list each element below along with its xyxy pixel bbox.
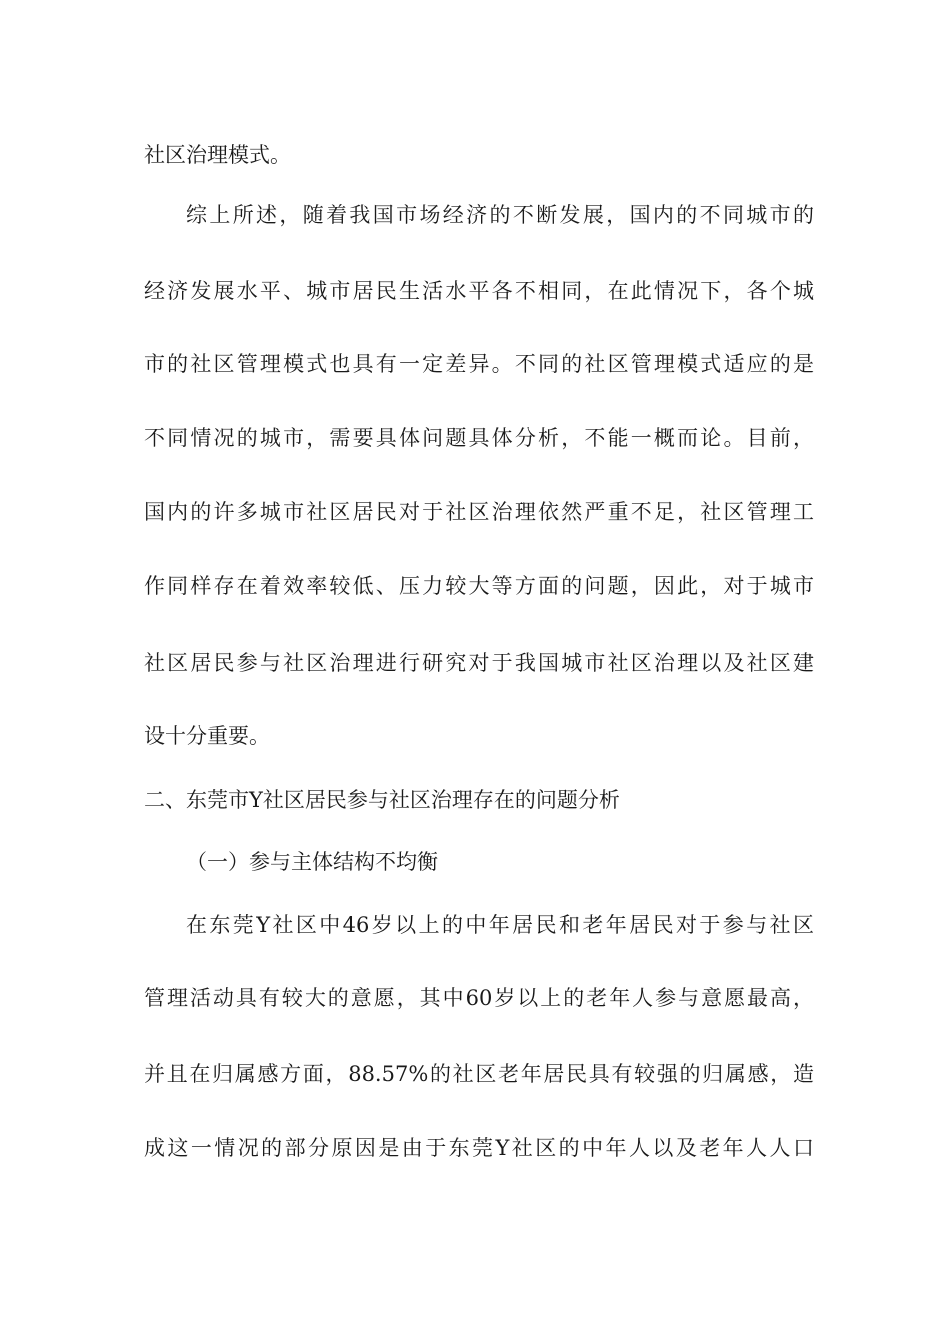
paragraph-line: 不同情况的城市，需要具体问题具体分析，不能一概而论。目前，: [144, 426, 814, 450]
subsection-heading: （一）参与主体结构不均衡: [186, 850, 438, 874]
paragraph-line: 国内的许多城市社区居民对于社区治理依然严重不足，社区管理工: [144, 500, 814, 524]
paragraph-line: 在东莞Y社区中46岁以上的中年居民和老年居民对于参与社区: [186, 913, 814, 937]
paragraph-line: 经济发展水平、城市居民生活水平各不相同，在此情况下，各个城: [144, 279, 814, 303]
paragraph-line: 社区治理模式。: [144, 143, 291, 167]
paragraph-line: 设十分重要。: [144, 724, 270, 748]
paragraph-line: 作同样存在着效率较低、压力较大等方面的问题，因此，对于城市: [144, 574, 814, 598]
paragraph-line: 成这一情况的部分原因是由于东莞Y社区的中年人以及老年人人口: [144, 1136, 814, 1160]
paragraph-line: 社区居民参与社区治理进行研究对于我国城市社区治理以及社区建: [144, 651, 814, 675]
paragraph-line: 综上所述，随着我国市场经济的不断发展，国内的不同城市的: [186, 203, 814, 227]
paragraph-line: 市的社区管理模式也具有一定差异。不同的社区管理模式适应的是: [144, 352, 814, 376]
paragraph-line: 并且在归属感方面，88.57%的社区老年居民具有较强的归属感，造: [144, 1062, 814, 1086]
section-heading: 二、东莞市Y社区居民参与社区治理存在的问题分析: [144, 788, 620, 812]
paragraph-line: 管理活动具有较大的意愿，其中60岁以上的老年人参与意愿最高，: [144, 986, 814, 1010]
